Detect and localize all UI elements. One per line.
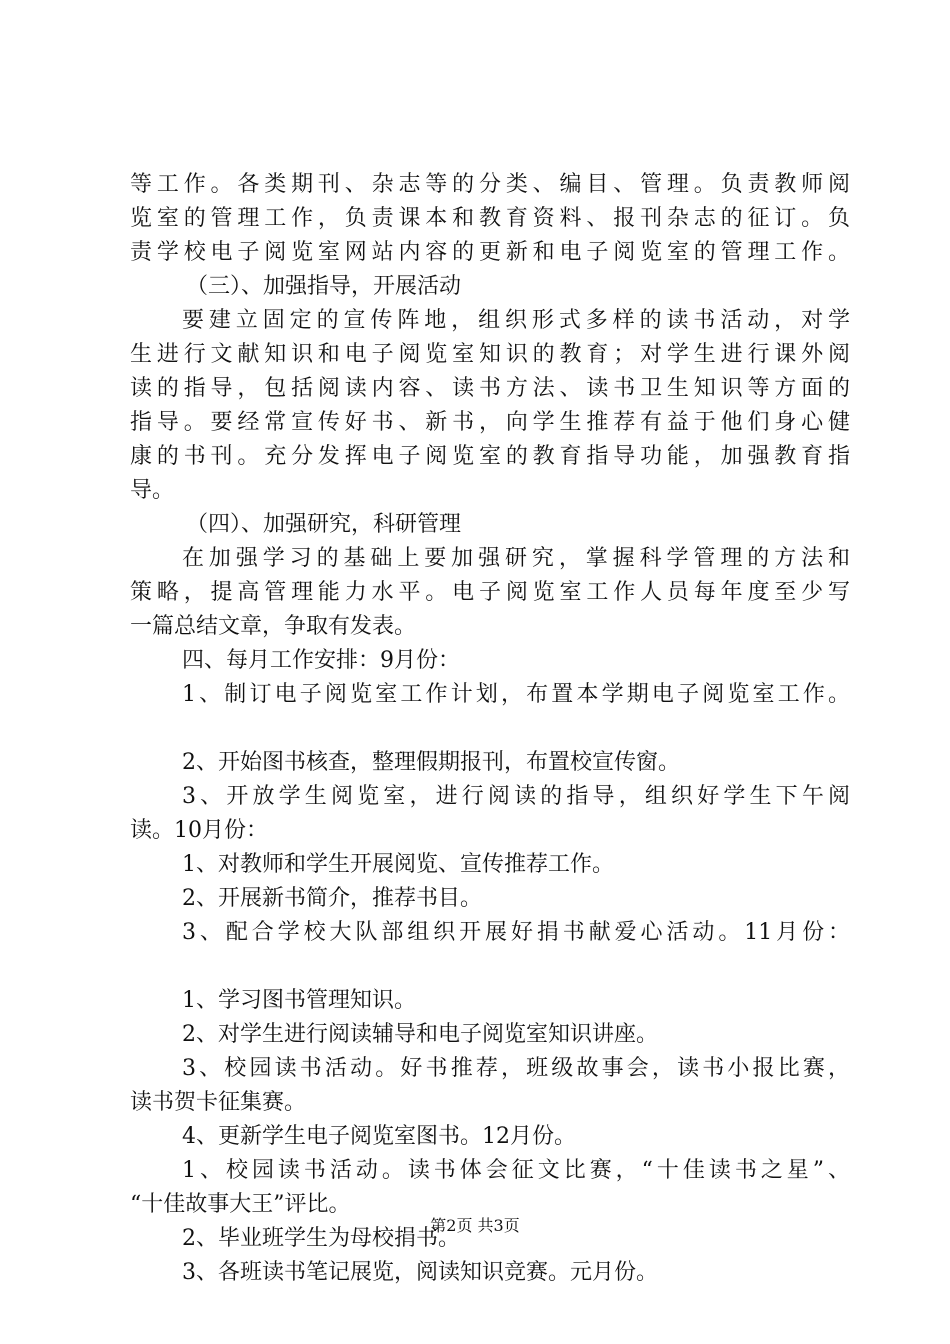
list-item: 3、各班读书笔记展览，阅读知识竞赛。元月份。 [182,1260,658,1285]
list-item: 3、配合学校大队部组织开展好捐书献爱心活动。11月份： [182,920,850,945]
list-item: “十佳故事大王”评比。 [130,1192,351,1217]
list-item: 1、对教师和学生开展阅览、宣传推荐工作。 [182,852,614,877]
text-line: 康的书刊。充分发挥电子阅览室的教育指导功能，加强教育指 [130,444,850,469]
list-item: 2、毕业班学生为母校捐书。 [182,1226,460,1251]
text-line: 览室的管理工作，负责课本和教育资料、报刊杂志的征订。负 [130,206,850,231]
list-item: 2、对学生进行阅读辅导和电子阅览室知识讲座。 [182,1022,658,1047]
text-line: 一篇总结文章，争取有发表。 [130,614,417,639]
section-heading: 四、每月工作安排：9月份： [182,648,460,673]
text-line: 责学校电子阅览室网站内容的更新和电子阅览室的管理工作。 [130,240,850,265]
page-number-footer: 第2页 共3页 [430,1216,520,1235]
section-heading: （三）、加强指导，开展活动 [186,274,462,299]
list-item: 1、校园读书活动。读书体会征文比赛，“十佳读书之星”、 [182,1158,850,1183]
text-line: 指导。要经常宣传好书、新书，向学生推荐有益于他们身心健 [130,410,850,435]
text-line: 等工作。各类期刊、杂志等的分类、编目、管理。负责教师阅 [130,172,850,197]
text-line: 导。 [130,478,175,503]
text-line: 在加强学习的基础上要加强研究，掌握科学管理的方法和 [182,546,850,571]
list-item: 1、制订电子阅览室工作计划，布置本学期电子阅览室工作。 [182,682,850,707]
text-line: 策略，提高管理能力水平。电子阅览室工作人员每年度至少写 [130,580,850,605]
list-item: 4、更新学生电子阅览室图书。12月份。 [182,1124,576,1149]
list-item: 读。10月份： [130,818,268,843]
list-item: 2、开始图书核查，整理假期报刊，布置校宣传窗。 [182,750,680,775]
text-line: 生进行文献知识和电子阅览室知识的教育；对学生进行课外阅 [130,342,850,367]
section-heading: （四）、加强研究，科研管理 [186,512,462,537]
text-line: 读的指导，包括阅读内容、读书方法、读书卫生知识等方面的 [130,376,850,401]
text-line: 要建立固定的宣传阵地，组织形式多样的读书活动，对学 [182,308,850,333]
list-item: 3、校园读书活动。好书推荐，班级故事会，读书小报比赛， [182,1056,850,1081]
list-item: 1、学习图书管理知识。 [182,988,416,1013]
list-item: 2、开展新书简介，推荐书目。 [182,886,482,911]
list-item: 3、开放学生阅览室，进行阅读的指导，组织好学生下午阅 [182,784,850,809]
list-item: 读书贺卡征集赛。 [130,1090,307,1115]
